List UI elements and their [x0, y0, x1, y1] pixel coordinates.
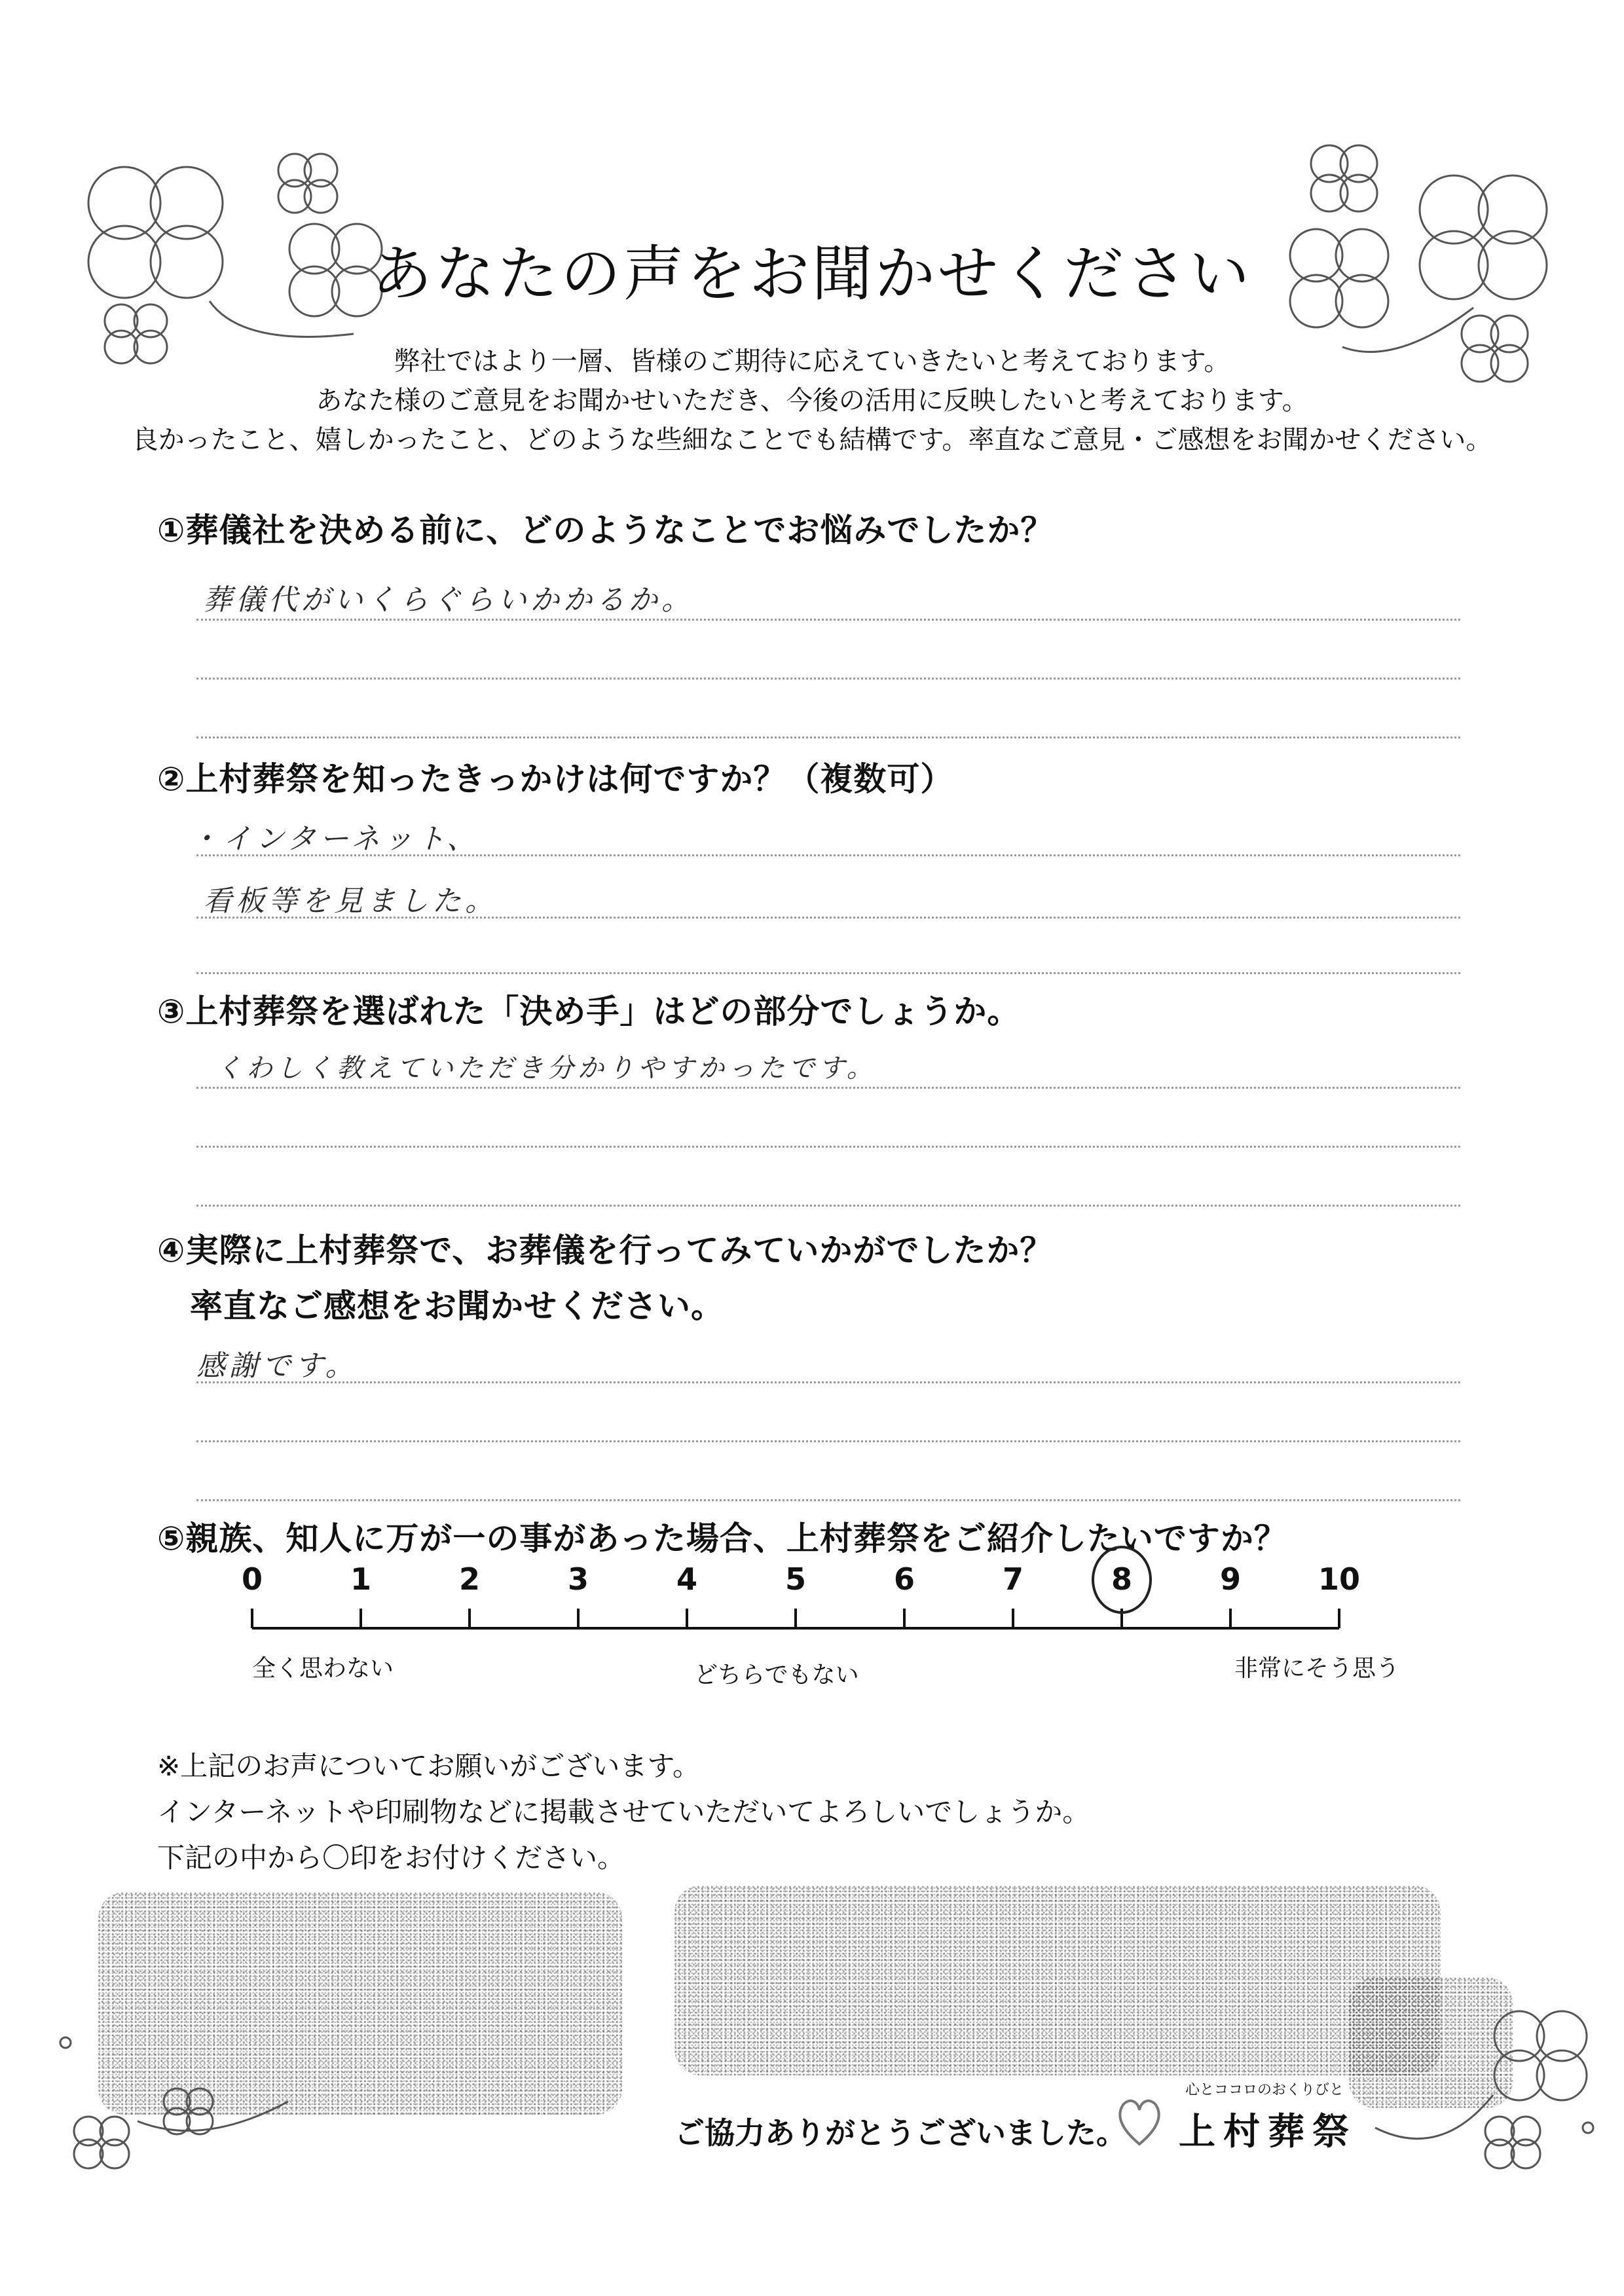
answer-2-line-1: ・インターネット、 [190, 822, 480, 856]
scale-number: 8 [1111, 1561, 1132, 1597]
answer-1: 葬儀代がいくらぐらいかかるか。 [203, 583, 694, 617]
answer-line [196, 1499, 1460, 1501]
question-4-subline: 率直なご感想をお聞かせください。 [190, 1287, 724, 1325]
scale-label-right: 非常にそう思う [1234, 1655, 1400, 1682]
question-1: ①葬儀社を決める前に、どのようなことでお悩みでしたか？ [157, 511, 1054, 549]
note-line-1: ※上記のお声についてお願いがございます。 [157, 1750, 700, 1782]
question-5: ⑤親族、知人に万が一の事があった場合、上村葬祭をご紹介したいですか？ [157, 1520, 1287, 1558]
brand-logo-icon [1113, 2092, 1166, 2151]
scale-tick [794, 1609, 797, 1628]
page-title: あなたの声をお聞かせください [371, 239, 1252, 309]
scale-tick [360, 1609, 362, 1628]
answer-line [196, 854, 1460, 856]
scale-tick [1012, 1609, 1014, 1628]
scale-tick [468, 1609, 471, 1628]
scale-number: 5 [784, 1561, 806, 1597]
scale-number: 3 [567, 1561, 589, 1597]
question-2: ②上村葬祭を知ったきっかけは何ですか？（複数可） [157, 760, 954, 798]
answer-line [196, 1381, 1460, 1383]
note-line-3: 下記の中から〇印をお付けください。 [157, 1842, 625, 1874]
answer-2-line-2: 看板等を見ました。 [203, 884, 498, 918]
scale-number: 7 [1002, 1561, 1024, 1597]
scale-label-middle: どちらでもない [694, 1662, 859, 1688]
answer-line [196, 678, 1460, 680]
scale-tick [577, 1609, 580, 1628]
note-line-2: インターネットや印刷物などに掲載させていただいてよろしいでしょうか。 [157, 1796, 1090, 1828]
scale-number: 4 [676, 1561, 697, 1597]
answer-line [196, 972, 1460, 974]
scale-label-left: 全く思わない [252, 1655, 394, 1682]
intro-line-2: あなた様のご意見をお聞かせいただき、今後の活用に反映したいと考えております。 [316, 386, 1308, 416]
clover-decoration-bottom-left [39, 2023, 301, 2174]
answer-line [196, 917, 1460, 919]
answer-line [196, 1205, 1460, 1207]
intro-line-3: 良かったこと、嬉しかったこと、どのような些細なことでも結構です。率直なご意見・ご感想をお聞かせください。 [132, 425, 1492, 455]
scale-tick [903, 1609, 906, 1628]
answer-line [196, 737, 1460, 738]
scale-tick [686, 1609, 688, 1628]
scale-tick [1338, 1609, 1340, 1628]
scale-number: 1 [350, 1561, 371, 1597]
intro-line-1: 弊社ではより一層、皆様のご期待に応えていきたいと考えております。 [394, 346, 1230, 376]
selected-rating-circle [1082, 1540, 1161, 1619]
answer-line [196, 1146, 1460, 1148]
scale-number: 9 [1219, 1561, 1241, 1597]
scale-number: 10 [1318, 1561, 1360, 1597]
redacted-area-right [674, 1886, 1441, 2075]
brand-name: 上村葬祭 [1179, 2111, 1357, 2153]
answer-line [196, 1440, 1460, 1442]
answer-line [196, 1087, 1460, 1089]
scale-tick [251, 1609, 253, 1628]
answer-line [196, 619, 1460, 621]
answer-3: くわしく教えていただき分かりやすかったです。 [216, 1053, 877, 1084]
answer-4: 感謝です。 [196, 1349, 358, 1383]
thanks-message: ご協力ありがとうございました。 [674, 2115, 1126, 2151]
scale-number: 2 [458, 1561, 480, 1597]
scale-number: 0 [241, 1561, 263, 1597]
brand-tagline: 心とココロのおくりびと [1185, 2082, 1344, 2098]
question-3: ③上村葬祭を選ばれた「決め手」はどの部分でしょうか。 [157, 993, 1021, 1030]
scale-tick [1229, 1609, 1232, 1628]
question-4: ④実際に上村葬祭で、お葬儀を行ってみていかがでしたか？ [157, 1231, 1054, 1269]
clover-decoration-bottom-right [1362, 1977, 1611, 2174]
scale-number: 6 [893, 1561, 915, 1597]
